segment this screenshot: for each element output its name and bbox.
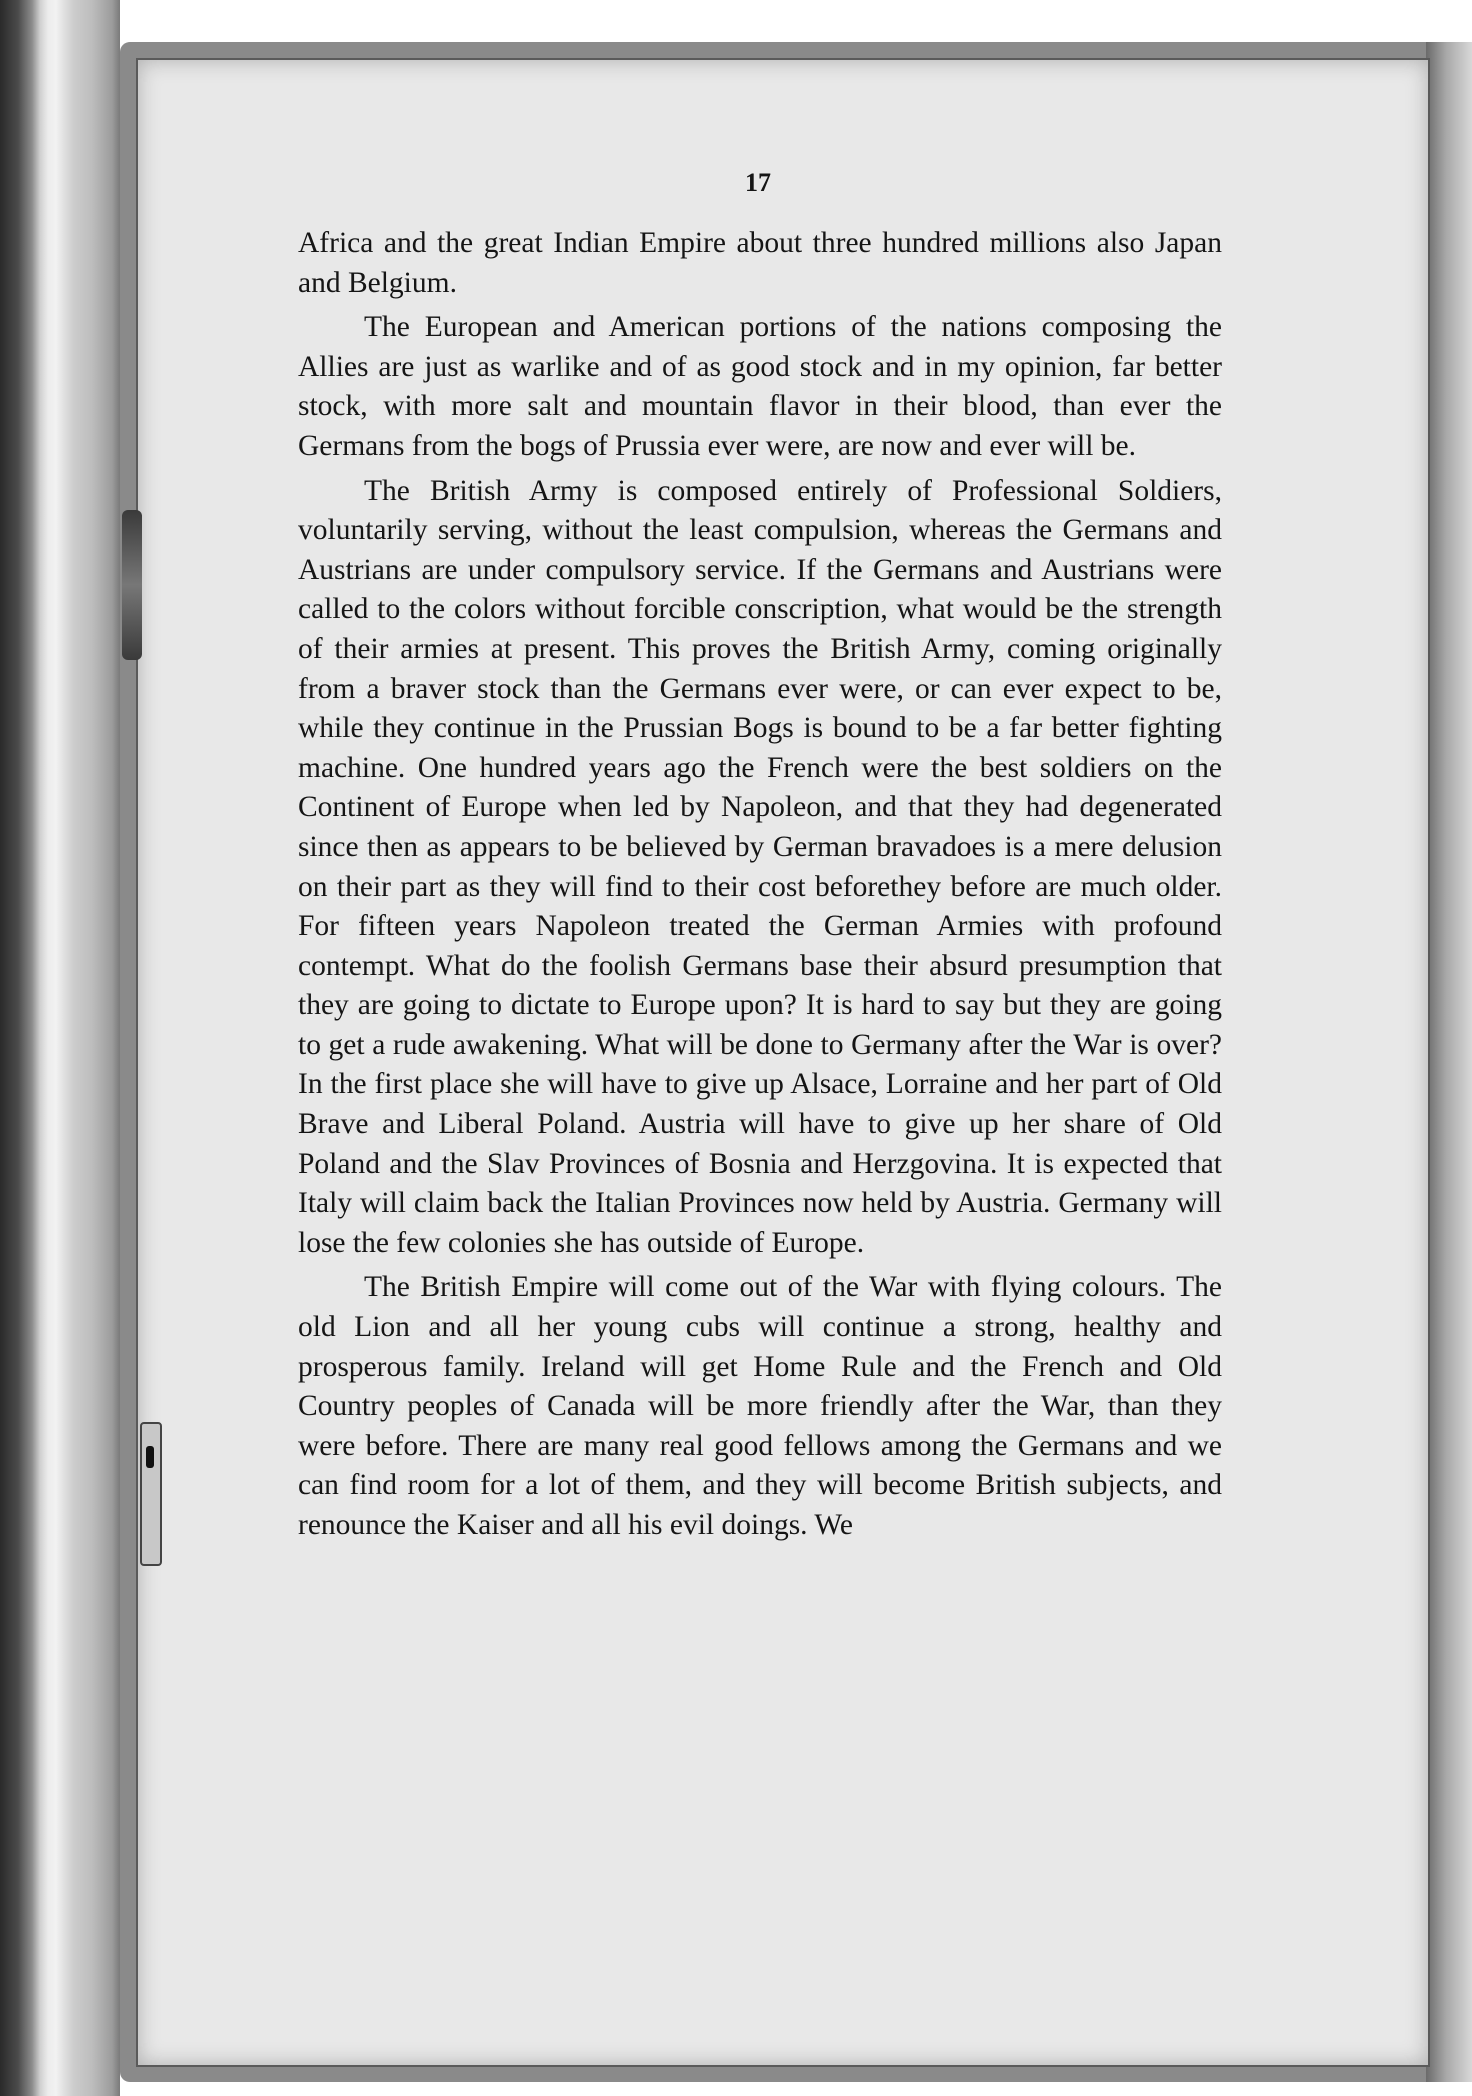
paragraph-1: Africa and the great Indian Empire about three hundred millions also Japan and Belgium. <box>298 227 1222 299</box>
binding-hole-mark <box>146 1446 154 1468</box>
paragraph-2: The European and American portions of the nations composing the Allies are just as warlike and of as good stock and in my opinion, far better stock, with more salt and mountain flavor in their blood, than ever the Germans from the bogs of Prussia ever were, are now and ever will be. <box>298 311 1222 462</box>
paragraph-3: The British Army is composed entirely of Professional Soldiers, voluntarily serving, without the least compulsion, whereas the Germans and Austrians are under compulsory service. If the Germans and Austrians were called to the colors without forcible conscription, what would be the strength of their armies at present. This proves the British Army, coming originally from a braver stock than the Germans ever were, or can ever expect to be, while they continue in the Prussian Bogs is bound to be a far better fighting machine. One hundred years ago the French were the best soldiers on the Continent of Europe when led by Napoleon, and that they had degenerated since then as appears to be believed by German bravadoes is a mere delusion on their part as they will find to their cost beforethey before are much older. For fifteen years Napoleon treated the German Armies with profound contempt. What do the foolish Germans base their absurd presumption that they are going to dictate to Europe upon? It is hard to say but they are going to get a rude awakening. What will be done to Germany after the War is over? In the first place she will have to give up Alsace, Lorraine and her part of Old Brave and Liberal Poland. Austria will have to give up her share of Old Poland and the Slav Provinces of Bosnia and Herzgovina. It is expected that Italy will claim back the Italian Provinces now held by Austria. Germany will lose the few colonies she has outside of Europe. <box>298 474 1222 1259</box>
paragraph-4: The British Empire will come out of the War with flying colours. The old Lion and all her young cubs will continue a strong, healthy and prosperous family. Ireland will get Home Rule and the French and Old Country peoples of Canada will be more friendly after the War, than they were before. There are many real good fellows among the Germans and we can find room for a lot of them, and they will become British subjects, and renounce the Kaiser and all his evil doings. We <box>298 1271 1222 1541</box>
page-right-edge <box>1426 42 1472 2082</box>
page-number: 17 <box>745 168 771 197</box>
book-spine-edge <box>0 0 120 2096</box>
body-text <box>298 160 1222 1546</box>
binding-clip-mark <box>140 1422 162 1566</box>
binding-tear-mark <box>122 510 142 660</box>
